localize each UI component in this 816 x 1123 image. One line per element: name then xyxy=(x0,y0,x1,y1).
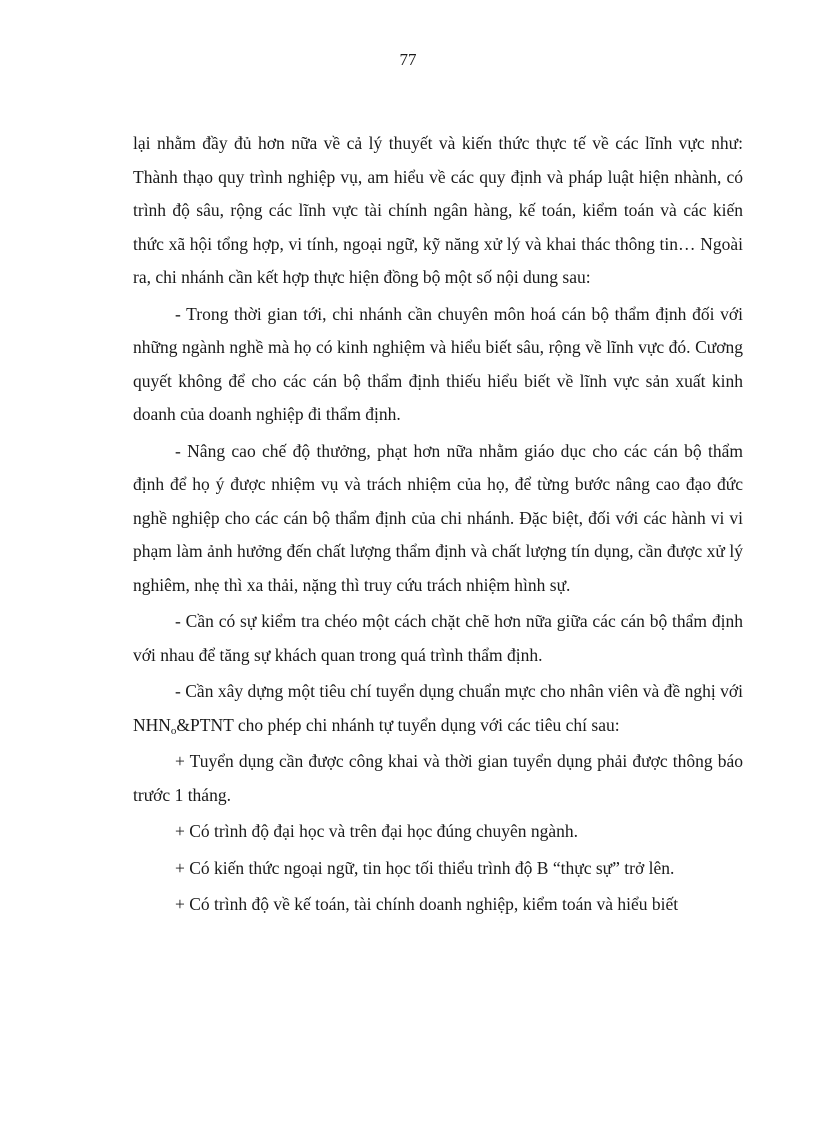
page-number: 77 xyxy=(399,50,417,69)
paragraph-recruitment-criteria xyxy=(133,675,743,742)
criterion-accounting-finance: + Có trình độ về kế toán, tài chính doanh nghiệp, kiểm toán và hiểu biết xyxy=(175,894,679,914)
recruitment-text-before: - Cần xây dựng một tiêu chí tuyển dụng chuẩn mực cho nhân viên và đề nghị với NHN xyxy=(133,681,743,735)
recruitment-text-after: &PTNT cho phép chi nhánh tự tuyển dụng với các tiêu chí sau: xyxy=(176,714,620,735)
paragraph-specialization: - Trong thời gian tới, chi nhánh cần chuyên môn hoá cán bộ thẩm định đối với những ngành nghề mà họ có kinh nghiệm và hiểu biết sâu, rộng về lĩnh vực đó. Cương quyết không để cho các cán bộ thẩm định thiếu hiểu biết về lĩnh vực sản xuất kinh doanh của doanh nghiệp đi thẩm định. xyxy=(133,303,743,424)
paragraph-cross-check: - Cần có sự kiểm tra chéo một cách chặt chẽ hơn nữa giữa các cán bộ thẩm định với nhau để tăng sự khách quan trong quá trình thẩm định. xyxy=(133,611,743,665)
criterion-language-it: + Có kiến thức ngoại ngữ, tin học tối thiểu trình độ B “thực sự” trở lên. xyxy=(175,857,675,878)
paragraph-continuation: lại nhằm đầy đủ hơn nữa về cả lý thuyết và kiến thức thực tế về các lĩnh vực như: Thành thạo quy trình nghiệp vụ, am hiểu về các quy định và pháp luật hiện nhành, có trình độ sâu, rộng các lĩnh vực tài chính ngân hàng, kế toán, kiểm toán và các kiến thức xã hội tổng hợp, vi tính, ngoại ngữ, kỹ năng xử lý và khai thác thông tin… Ngoài ra, chi nhánh cần kết hợp thực hiện đồng bộ một số nội dung sau: xyxy=(133,133,743,287)
paragraph-reward-penalty: - Nâng cao chế độ thưởng, phạt hơn nữa nhằm giáo dục cho các cán bộ thẩm định để họ ý được nhiệm vụ và trách nhiệm của họ, để từng bước nâng cao đạo đức nghề nghiệp cho các cán bộ thẩm định của chi nhánh. Đặc biệt, đối với các hành vi vi phạm làm ảnh hưởng đến chất lượng thẩm định và chất lượng tín dụng, cần được xử lý nghiêm, nhẹ thì xa thải, nặng thì truy cứu trách nhiệm hình sự. xyxy=(133,440,743,595)
criterion-public-recruitment: + Tuyển dụng cần được công khai và thời gian tuyển dụng phải được thông báo trước 1 tháng. xyxy=(133,751,743,805)
body-text xyxy=(133,127,743,925)
recruitment-subscript: o xyxy=(170,724,177,737)
criterion-degree: + Có trình độ đại học và trên đại học đúng chuyên ngành. xyxy=(175,821,579,841)
